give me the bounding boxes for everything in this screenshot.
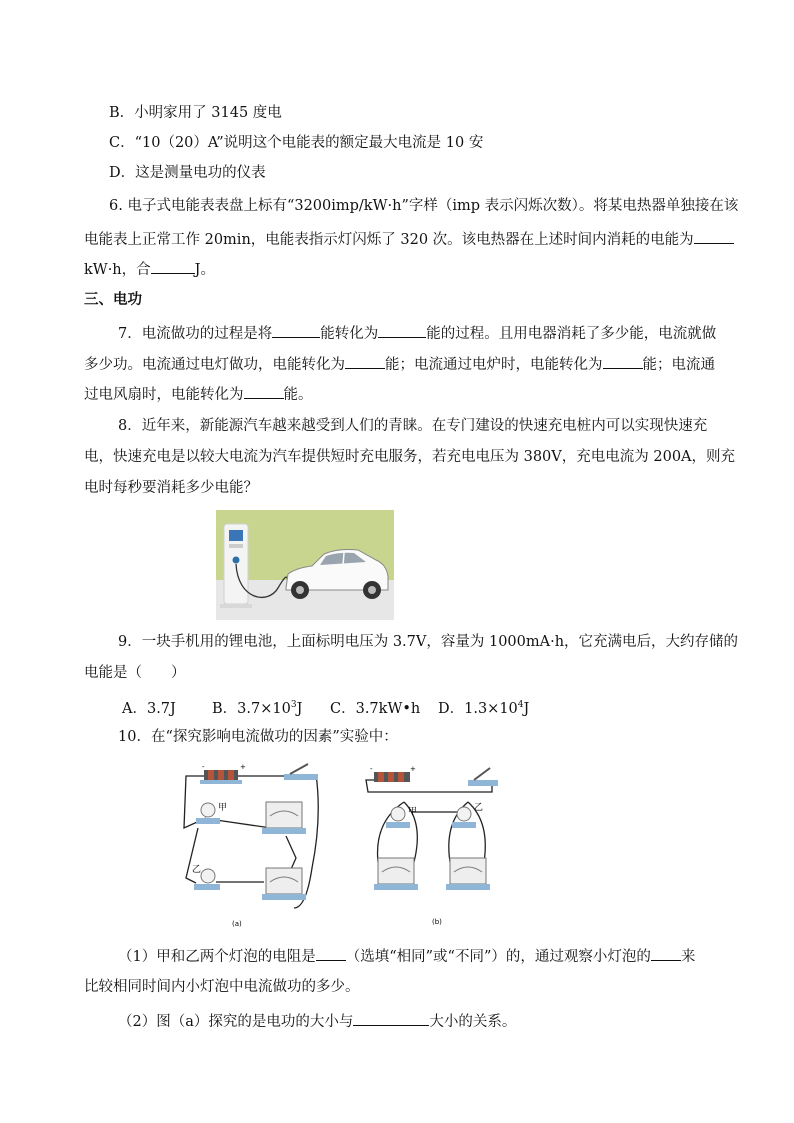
q10-sub1-line2: 比较相同时间内小灯泡中电流做功的多少。 (84, 979, 360, 995)
svg-text:-: - (370, 765, 373, 773)
option-c: C．“10（20）A”说明这个电能表的额定最大电流是 10 安 (109, 135, 484, 151)
option-text: J (296, 701, 303, 717)
q10-text: （选填“相同”或“不同”）的，通过观察小灯泡的 (345, 949, 651, 965)
q7-line1 (118, 322, 716, 344)
q7-line3 (84, 383, 313, 405)
q9-option-a[interactable]: A．3.7J (122, 701, 176, 717)
q10-sub2 (118, 1010, 516, 1032)
circuit-diagram-a (176, 758, 326, 930)
answer-blank[interactable] (151, 258, 195, 274)
figure-label: (a) (232, 920, 242, 928)
q10-text: 大小的关系。 (429, 1014, 517, 1030)
option-d: D．这是测量电功的仪表 (109, 165, 266, 181)
bulb-label: 甲 (408, 807, 418, 817)
svg-text:+: + (410, 765, 416, 773)
q7-text: 能的过程。且用电器消耗了多少能，电流就做 (426, 326, 717, 342)
superscript: 3 (290, 700, 297, 711)
answer-blank[interactable] (694, 228, 734, 244)
q7-line2 (84, 353, 715, 375)
q7-text: 能转化为 (320, 326, 379, 342)
q8-line2: 电，快速充电是以较大电流为汽车提供短时充电服务，若充电电压为 380V，充电电流为 200A，则充 (84, 449, 736, 465)
q10-line1: 10．在“探究影响电流做功的因素”实验中： (118, 729, 398, 745)
q9-line1: 9．一块手机用的锂电池，上面标明电压为 3.7V，容量为 1000mA·h，它充满电后，大约存储的 (118, 634, 739, 650)
superscript: 4 (517, 700, 524, 711)
q8-line3: 电时每秒要消耗多少电能？ (84, 480, 258, 496)
q6-text: kW·h，合 (84, 262, 151, 278)
answer-blank[interactable] (603, 353, 643, 369)
q9-option-b[interactable] (212, 697, 302, 718)
q8-line1: 8．近年来，新能源汽车越来越受到人们的青睐。在专门建设的快速充电桩内可以实现快速充 (118, 418, 708, 434)
q10-text: （2）图（a）探究的是电功的大小与 (118, 1014, 354, 1030)
figure-label: (b) (432, 918, 442, 926)
svg-text:+: + (240, 763, 246, 771)
option-text: D．1.3×10 (438, 701, 518, 717)
q6-line2 (84, 228, 734, 250)
option-text: B．3.7×10 (212, 701, 291, 717)
q7-text: 能。 (283, 387, 313, 403)
q6-line3 (84, 258, 215, 280)
bulb-label: 乙 (192, 865, 202, 875)
q9-option-c[interactable]: C．3.7kW•h (330, 701, 421, 717)
answer-blank[interactable] (651, 945, 681, 961)
answer-blank[interactable] (272, 322, 320, 338)
q9-option-d[interactable] (438, 697, 529, 718)
answer-blank[interactable] (345, 353, 385, 369)
circuit-diagram-b (364, 762, 504, 930)
bulb-label: 甲 (218, 803, 228, 813)
answer-blank[interactable] (244, 383, 284, 399)
answer-blank[interactable] (353, 1010, 429, 1026)
section-heading: 三、电功 (84, 292, 142, 308)
q9-line2: 电能是（ ） (84, 665, 186, 681)
answer-blank[interactable] (378, 322, 426, 338)
option-text: J (523, 701, 530, 717)
q6-text: J。 (194, 262, 215, 278)
option-b: B．小明家用了 3145 度电 (109, 105, 282, 121)
answer-blank[interactable] (316, 945, 346, 961)
q7-text: 能；电流通 (642, 357, 715, 373)
q6-line1: 6. 电子式电能表表盘上标有“3200imp/kW·h”字样（imp 表示闪烁次数）。将某电热器单独接在该 (109, 198, 739, 214)
svg-text:-: - (202, 763, 205, 771)
ev-charging-illustration (216, 510, 394, 620)
q7-text: 7．电流做功的过程是将 (118, 326, 273, 342)
q7-text: 多少功。电流通过电灯做功，电能转化为 (84, 357, 345, 373)
bulb-label: 乙 (474, 803, 484, 813)
q10-text: （1）甲和乙两个灯泡的电阻是 (118, 949, 316, 965)
q7-text: 能；电流通过电炉时，电能转化为 (385, 357, 603, 373)
q6-text: 电能表上正常工作 20min，电能表指示灯闪烁了 320 次。该电热器在上述时间内消耗的电能为 (84, 232, 694, 248)
q7-text: 过电风扇时，电能转化为 (84, 387, 244, 403)
q10-text: 来 (680, 949, 696, 965)
q10-sub1-line1 (118, 945, 695, 967)
